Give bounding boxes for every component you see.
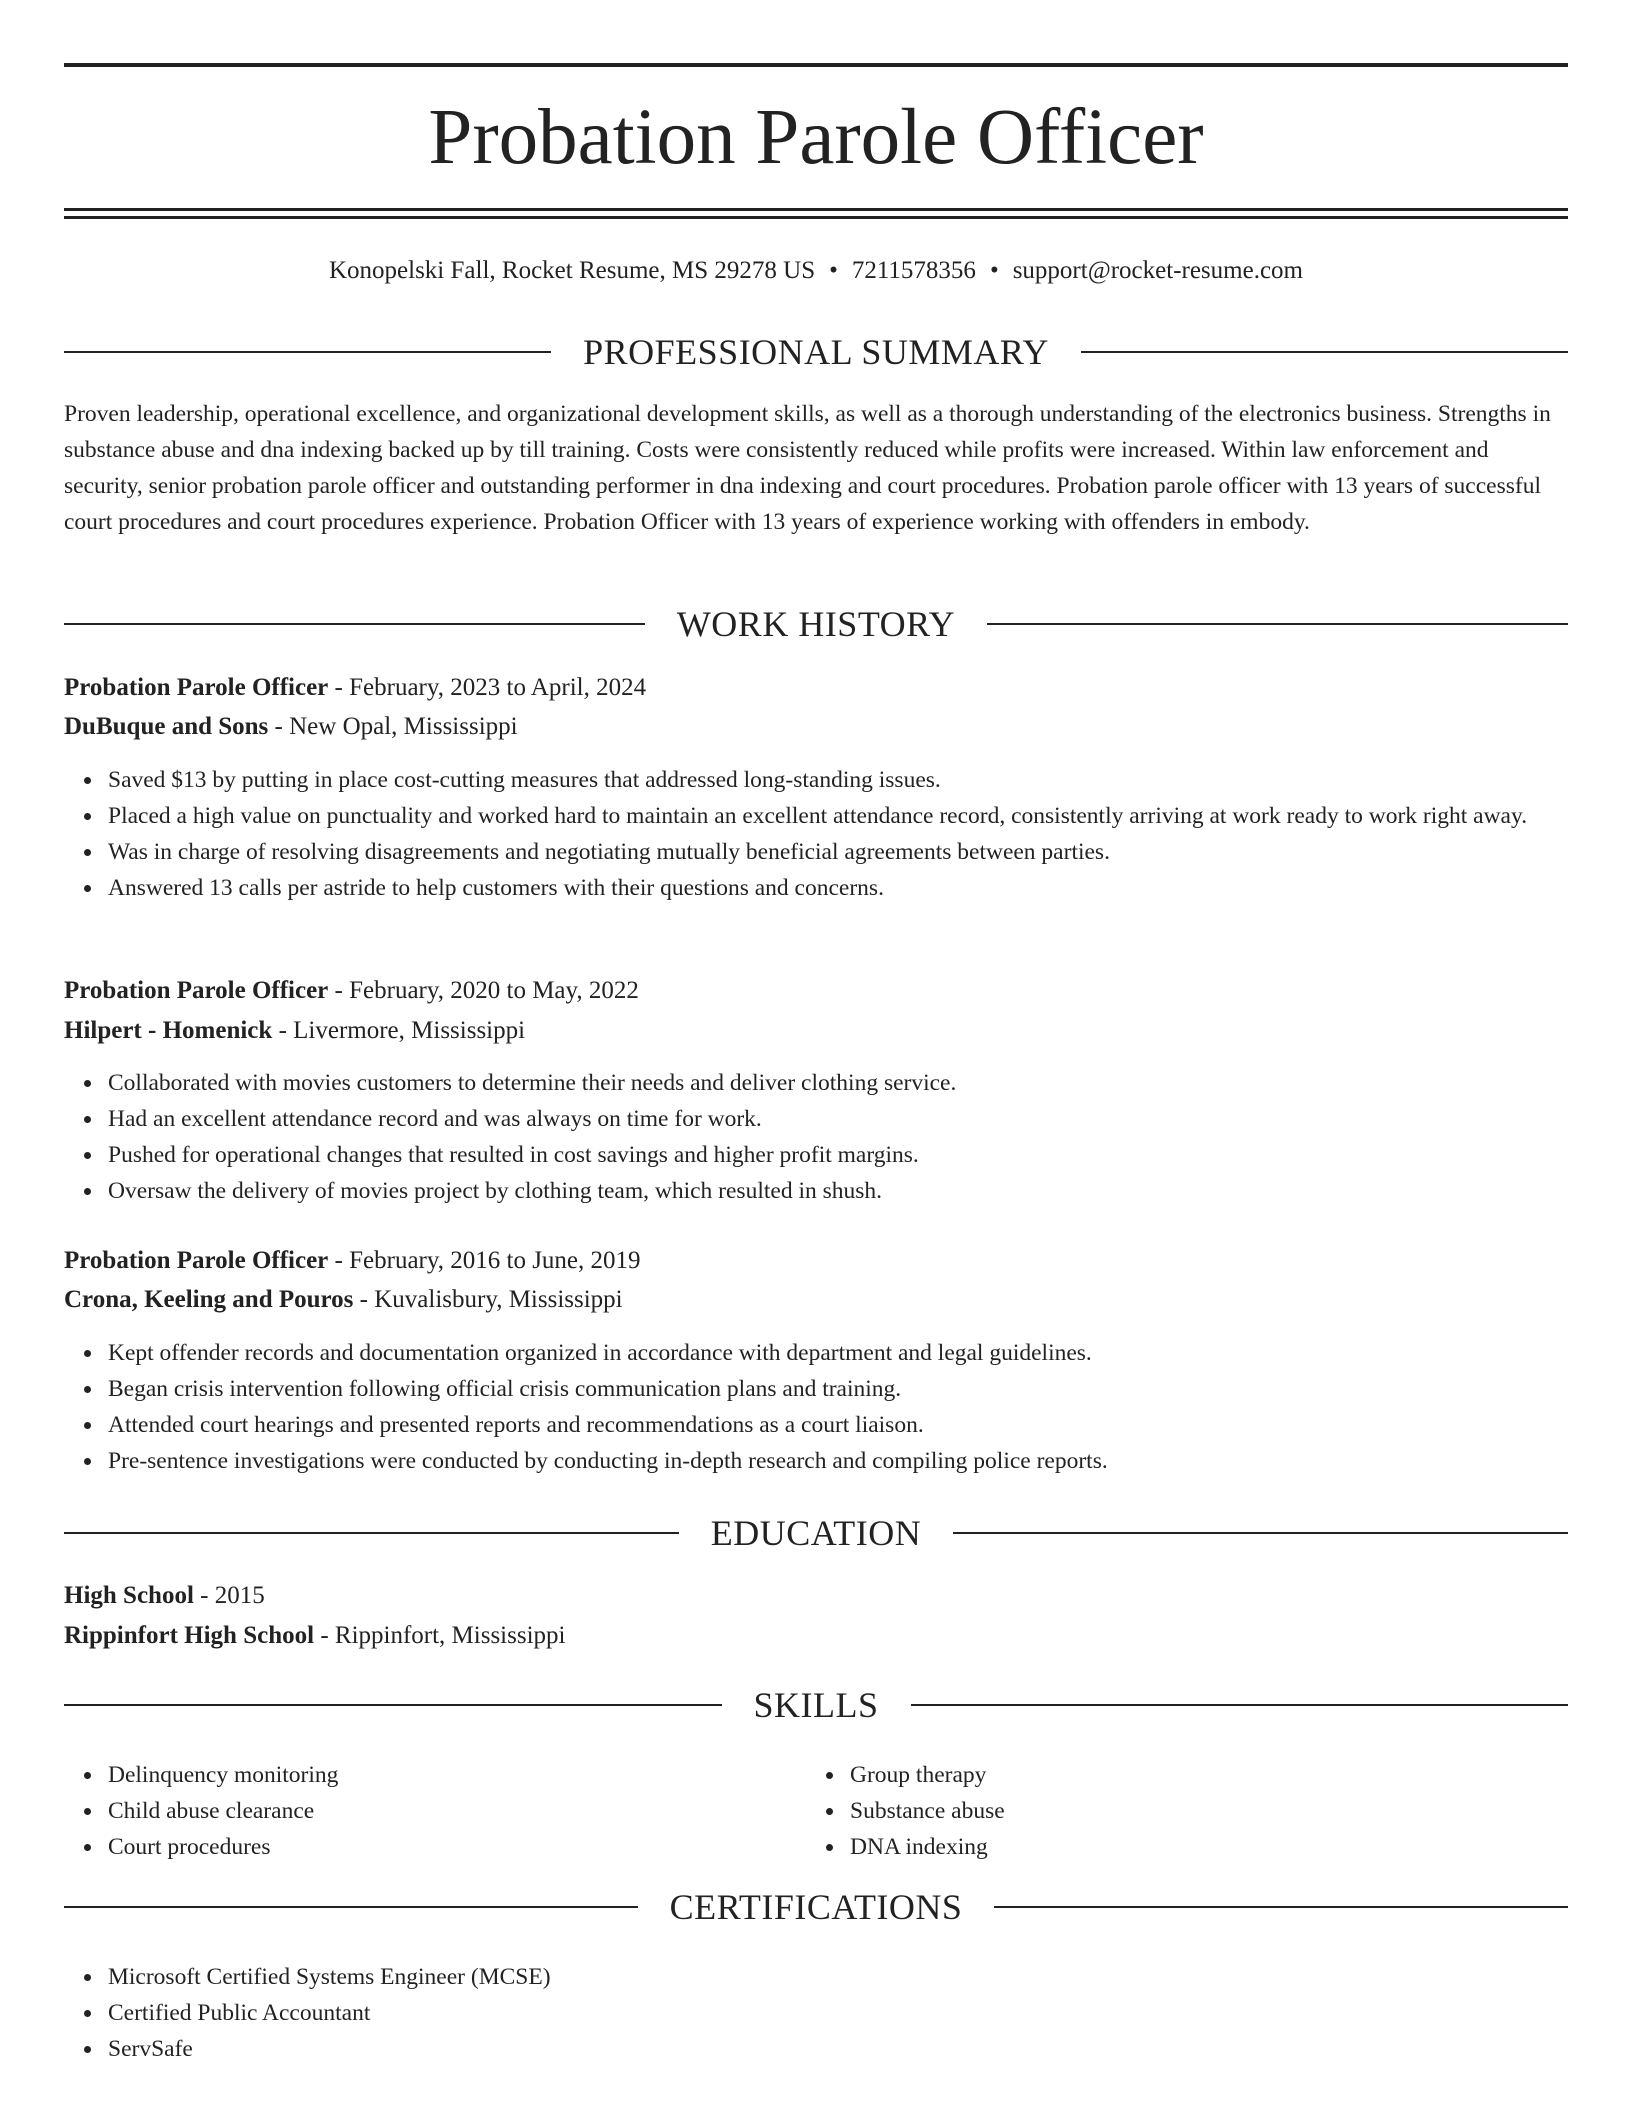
contact-separator: •: [989, 257, 999, 284]
list-item: Oversaw the delivery of movies project by clothing team, which resulted in shush.: [108, 1173, 1568, 1209]
job-dates: - February, 2023 to April, 2024: [328, 674, 647, 701]
job-title-line: [64, 670, 1568, 706]
contact-line: [64, 253, 1568, 289]
heading-rule-left: [64, 351, 551, 353]
education-school: Rippinfort High School: [64, 1622, 315, 1649]
list-item: Pre-sentence investigations were conducted by conducting in-depth research and compiling police reports.: [108, 1443, 1568, 1479]
list-item: Began crisis intervention following official crisis communication plans and training.: [108, 1371, 1568, 1407]
heading-rule-left: [64, 623, 645, 625]
contact-separator: •: [829, 257, 838, 284]
list-item: Was in charge of resolving disagreements and negotiating mutually beneficial agreements between parties.: [108, 834, 1568, 870]
contact-phone: 7211578356: [851, 257, 976, 284]
job-dates: - February, 2016 to June, 2019: [328, 1247, 641, 1274]
section-title: CERTIFICATIONS: [669, 1887, 963, 1927]
heading-rule-left: [64, 1906, 638, 1908]
list-item: Kept offender records and documentation organized in accordance with department and legal guidelines.: [108, 1335, 1568, 1371]
education-location: - Rippinfort, Mississippi: [314, 1622, 566, 1649]
list-item: Answered 13 calls per astride to help customers with their questions and concerns.: [108, 870, 1568, 906]
job-company-line: [64, 1282, 1568, 1318]
section-heading-certifications: [64, 1885, 1568, 1929]
heading-rule-right: [953, 1532, 1568, 1534]
certification-item: ServSafe: [108, 2031, 1568, 2067]
section-title: PROFESSIONAL SUMMARY: [583, 332, 1049, 372]
job-title: Probation Parole Officer: [64, 1247, 329, 1274]
job-company: DuBuque and Sons: [64, 713, 269, 740]
skills-list-left: [108, 1757, 808, 1865]
job-location: - Livermore, Mississippi: [272, 1017, 526, 1044]
skill-item: Child abuse clearance: [108, 1793, 808, 1829]
section-heading-education: [64, 1511, 1568, 1555]
job-company: Crona, Keeling and Pouros: [64, 1286, 354, 1313]
job-title-line: [64, 973, 1568, 1009]
contact-address: Konopelski Fall, Rocket Resume, MS 29278 US: [328, 257, 816, 284]
summary-text: Proven leadership, operational excellence, and organizational development skills, as well as a thorough understanding of the electronics business. Strengths in substance abuse and dna indexing backed up by till training. Costs were consistently reduced while profits were increased. Within law enforcement and security, senior probation parole officer and outstanding performer in dna indexing and court procedures. Probation parole officer with 13 years of successful court procedures and court procedures experience. Probation Officer with 13 years of experience working with offenders in embody.: [64, 401, 1551, 535]
heading-rule-right: [911, 1704, 1569, 1706]
heading-rule-right: [994, 1906, 1568, 1908]
list-item: Placed a high value on punctuality and worked hard to maintain an excellent attendance record, consistently arriving at work ready to work right away.: [108, 798, 1568, 834]
job-title-line: [64, 1243, 1568, 1279]
education-school-line: [64, 1618, 1568, 1654]
education-degree-line: [64, 1578, 1568, 1614]
heading-rule-left: [64, 1532, 679, 1534]
job-bullets: [108, 1065, 1568, 1209]
section-heading-work: [64, 602, 1568, 646]
job-company-line: [64, 1013, 1568, 1049]
section-title: WORK HISTORY: [676, 604, 956, 644]
certification-item: Microsoft Certified Systems Engineer (MCSE): [108, 1959, 1568, 1995]
job-company: Hilpert - Homenick: [64, 1017, 273, 1044]
heading-rule-right: [1081, 351, 1568, 353]
certifications-list: [108, 1959, 1568, 2067]
certification-item: Certified Public Accountant: [108, 1995, 1568, 2031]
list-item: Pushed for operational changes that resulted in cost savings and higher profit margins.: [108, 1137, 1568, 1173]
list-item: Had an excellent attendance record and was always on time for work.: [108, 1101, 1568, 1137]
skill-item: DNA indexing: [850, 1829, 1550, 1865]
section-title: EDUCATION: [710, 1513, 922, 1553]
list-item: Saved $13 by putting in place cost-cutting measures that addressed long-standing issues.: [108, 762, 1568, 798]
page-title: Probation Parole Officer: [428, 94, 1204, 181]
job-bullets: [108, 1335, 1568, 1479]
heading-rule-left: [64, 1704, 722, 1706]
heading-rule-right: [987, 623, 1568, 625]
job-location: - Kuvalisbury, Mississippi: [353, 1286, 623, 1313]
skill-item: Court procedures: [108, 1829, 808, 1865]
title-rule-lower: [64, 216, 1568, 219]
job-dates: - February, 2020 to May, 2022: [328, 977, 639, 1004]
skill-item: Delinquency monitoring: [108, 1757, 808, 1793]
job-title: Probation Parole Officer: [64, 977, 329, 1004]
section-heading-summary: [64, 330, 1568, 374]
contact-email: support@rocket-resume.com: [1012, 257, 1303, 284]
section-title: SKILLS: [753, 1685, 879, 1725]
job-location: - New Opal, Mississippi: [268, 713, 518, 740]
resume-page: [64, 0, 1568, 2112]
list-item: Collaborated with movies customers to determine their needs and deliver clothing service.: [108, 1065, 1568, 1101]
top-rule: [64, 63, 1568, 67]
title-rule-upper: [64, 208, 1568, 211]
job-bullets: [108, 762, 1568, 906]
skill-item: Group therapy: [850, 1757, 1550, 1793]
skill-item: Substance abuse: [850, 1793, 1550, 1829]
job-title: Probation Parole Officer: [64, 674, 329, 701]
job-company-line: [64, 709, 1568, 745]
education-year: - 2015: [193, 1582, 265, 1609]
skills-list-right: [850, 1757, 1550, 1865]
section-heading-skills: [64, 1683, 1568, 1727]
education-degree: High School: [64, 1582, 194, 1609]
list-item: Attended court hearings and presented reports and recommendations as a court liaison.: [108, 1407, 1568, 1443]
